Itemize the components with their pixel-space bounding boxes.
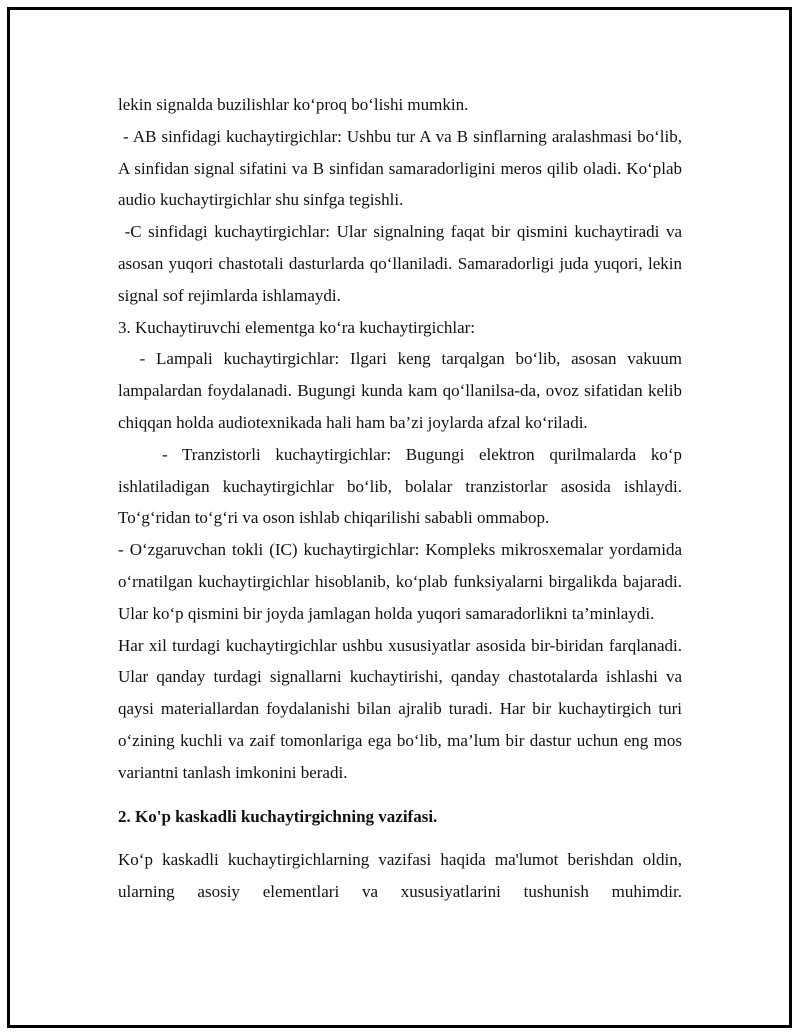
paragraph-class-ab: - AB sinfidagi kuchaytirgichlar: Ushbu tur A va B sinflarning aralashmasi bo‘lib, A sinfidan signal sifatini va B sinfidan samaradorligini meros qilib oladi. Ko‘plab audio kuchaytirgichlar shu sinfga tegishli.	[118, 126, 687, 210]
paragraph-class-c: -C sinfidagi kuchaytirgichlar: Ular signalning faqat bir qismini kuchaytiradi va asosan yuqori chastotali dasturlarda qo‘llaniladi. Samaradorligi juda yuqori, lekin signal sof rejimlarda ishlamaydi.	[118, 222, 687, 305]
section-heading: 2. Ko'p kaskadli kuchaytirgichning vazifasi.	[118, 806, 438, 826]
paragraph-element-types: 3. Kuchaytiruvchi elementga ko‘ra kuchaytirgichlar:	[118, 317, 476, 337]
paragraph-distortion-note: lekin signalda buzilishlar ko‘proq bo‘lishi mumkin.	[118, 95, 469, 114]
paragraph-intro-multistage: Ko‘p kaskadli kuchaytirgichlarning vazifasi haqida ma'lumot berishdan oldin, ularning asosiy elementlari va xususiyatlarini tushunish muhimdir.	[118, 850, 682, 902]
paragraph-transistor-amplifiers: - Tranzistorli kuchaytirgichlar: Bugungi elektron qurilmalarda ko‘p ishlatiladigan kuchaytirgichlar bo‘lib, bolalar tranzistorlar asosida ishlaydi. To‘g‘ridan to‘g‘ri va oson ishlab chiqarilishi sababli ommabop.	[118, 444, 687, 528]
document-body	[118, 89, 687, 908]
paragraph-ic-amplifiers: - O‘zgaruvchan tokli (IC) kuchaytirgichlar: Kompleks mikrosxemalar yordamida o‘rnatilgan kuchaytirgichlar hisoblanib, ko‘plab funksiyalarni birgalikda bajaradi. Ular ko‘p qismini bir joyda jamlagan holda yuqori samaradorlikni ta’minlaydi.	[118, 540, 682, 623]
paragraph-tube-amplifiers: - Lampali kuchaytirgichlar: Ilgari keng tarqalgan bo‘lib, asosan vakuum lampalardan foydalanadi. Bugungi kunda kam qo‘llanilsa-da, ovoz sifatidan kelib chiqqan holda audiotexnikada hali ham ba’zi joylarda afzal ko‘riladi.	[118, 349, 687, 432]
paragraph-summary: Har xil turdagi kuchaytirgichlar ushbu xususiyatlar asosida bir-biridan farqlanadi. Ular qanday turdagi signallarni kuchaytirishi, qanday chastotalarda ishlashi va qaysi materiallardan foydalanishi bilan ajralib turadi. Har bir kuchaytirgich turi o‘zining kuchli va zaif tomonlariga ega bo‘lib, ma’lum bir dastur uchun eng mos variantni tanlash imkonini beradi.	[118, 635, 682, 782]
